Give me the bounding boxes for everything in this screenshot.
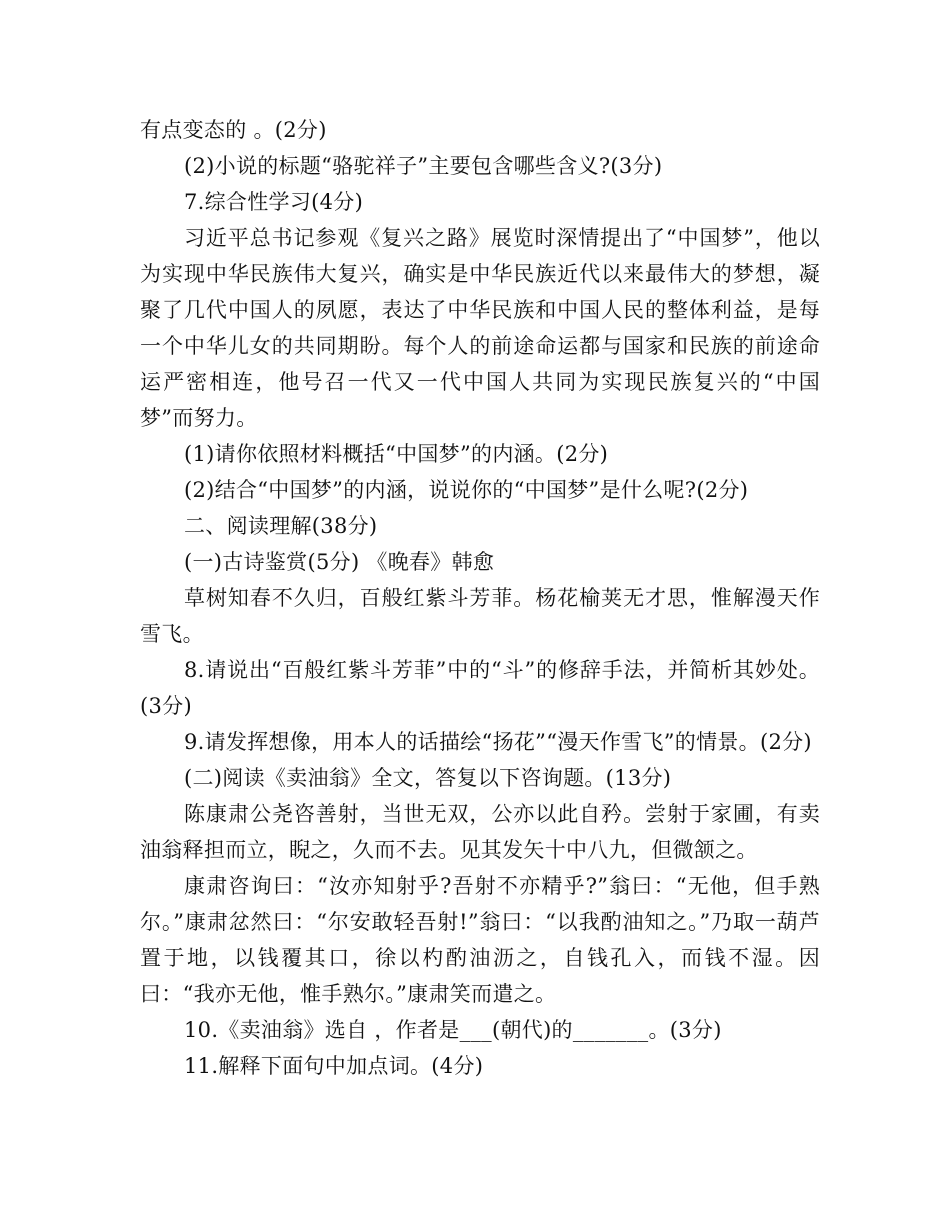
oil-seller-passage-1: 陈康肃公尧咨善射，当世无双，公亦以此自矜。尝射于家圃，有卖油翁释担而立，睨之，久而不去。见其发矢十中八九，但微颔之。 (140, 802, 820, 862)
question-7-2: (2)结合“中国梦”的内涵，说说你的“中国梦”是什么呢?(2分) (184, 478, 749, 502)
question-6-2: (2)小说的标题“骆驼祥子”主要包含哪些含义?(3分) (184, 154, 663, 178)
question-7-heading: 7.综合性学习(4分) (184, 190, 364, 214)
paragraph-continuation: 有点变态的 。(2分) (140, 118, 327, 142)
oil-seller-passage-2: 康肃咨询曰：“汝亦知射乎?吾射不亦精乎?”翁曰：“无他，但手熟尔。”康肃忿然曰：“尔安敢轻吾射!”翁曰：“以我酌油知之。”乃取一葫芦置于地，以钱覆其口，徐以杓酌油沥之，自钱孔入，而钱不湿。因曰：“我亦无他，惟手熟尔。”康肃笑而遣之。 (140, 874, 820, 1006)
question-11: 11.解释下面句中加点词。(4分) (184, 1054, 484, 1078)
chinese-dream-passage: 习近平总书记参观《复兴之路》展览时深情提出了“中国梦”，他以为实现中华民族伟大复兴，确实是中华民族近代以来最伟大的梦想，凝聚了几代中国人的夙愿，表达了中华民族和中国人民的整体利益，是每一个中华儿女的共同期盼。每个人的前途命运都与国家和民族的前途命运严密相连，他号召一代又一代中国人共同为实现民族复兴的“中国梦”而努力。 (140, 226, 820, 430)
question-10: 10.《卖油翁》选自 ，作者是___(朝代)的_______。(3分) (184, 1018, 722, 1042)
document-body (140, 112, 820, 1084)
section-poem-appreciation: (一)古诗鉴赏(5分) 《晚春》韩愈 (184, 550, 495, 574)
question-9: 9.请发挥想像，用本人的话描绘“扬花”“漫天作雪飞”的情景。(2分) (184, 730, 812, 754)
poem-text: 草树知春不久归，百般红紫斗芳菲。杨花榆荚无才思，惟解漫天作雪飞。 (140, 586, 820, 646)
section-reading-comprehension: 二、阅读理解(38分) (184, 514, 378, 538)
question-7-1: (1)请你依照材料概括“中国梦”的内涵。(2分) (184, 442, 609, 466)
section-oil-seller: (二)阅读《卖油翁》全文，答复以下咨询题。(13分) (184, 766, 672, 790)
question-8: 8.请说出“百般红紫斗芳菲”中的“斗”的修辞手法，并简析其妙处。(3分) (140, 658, 820, 718)
